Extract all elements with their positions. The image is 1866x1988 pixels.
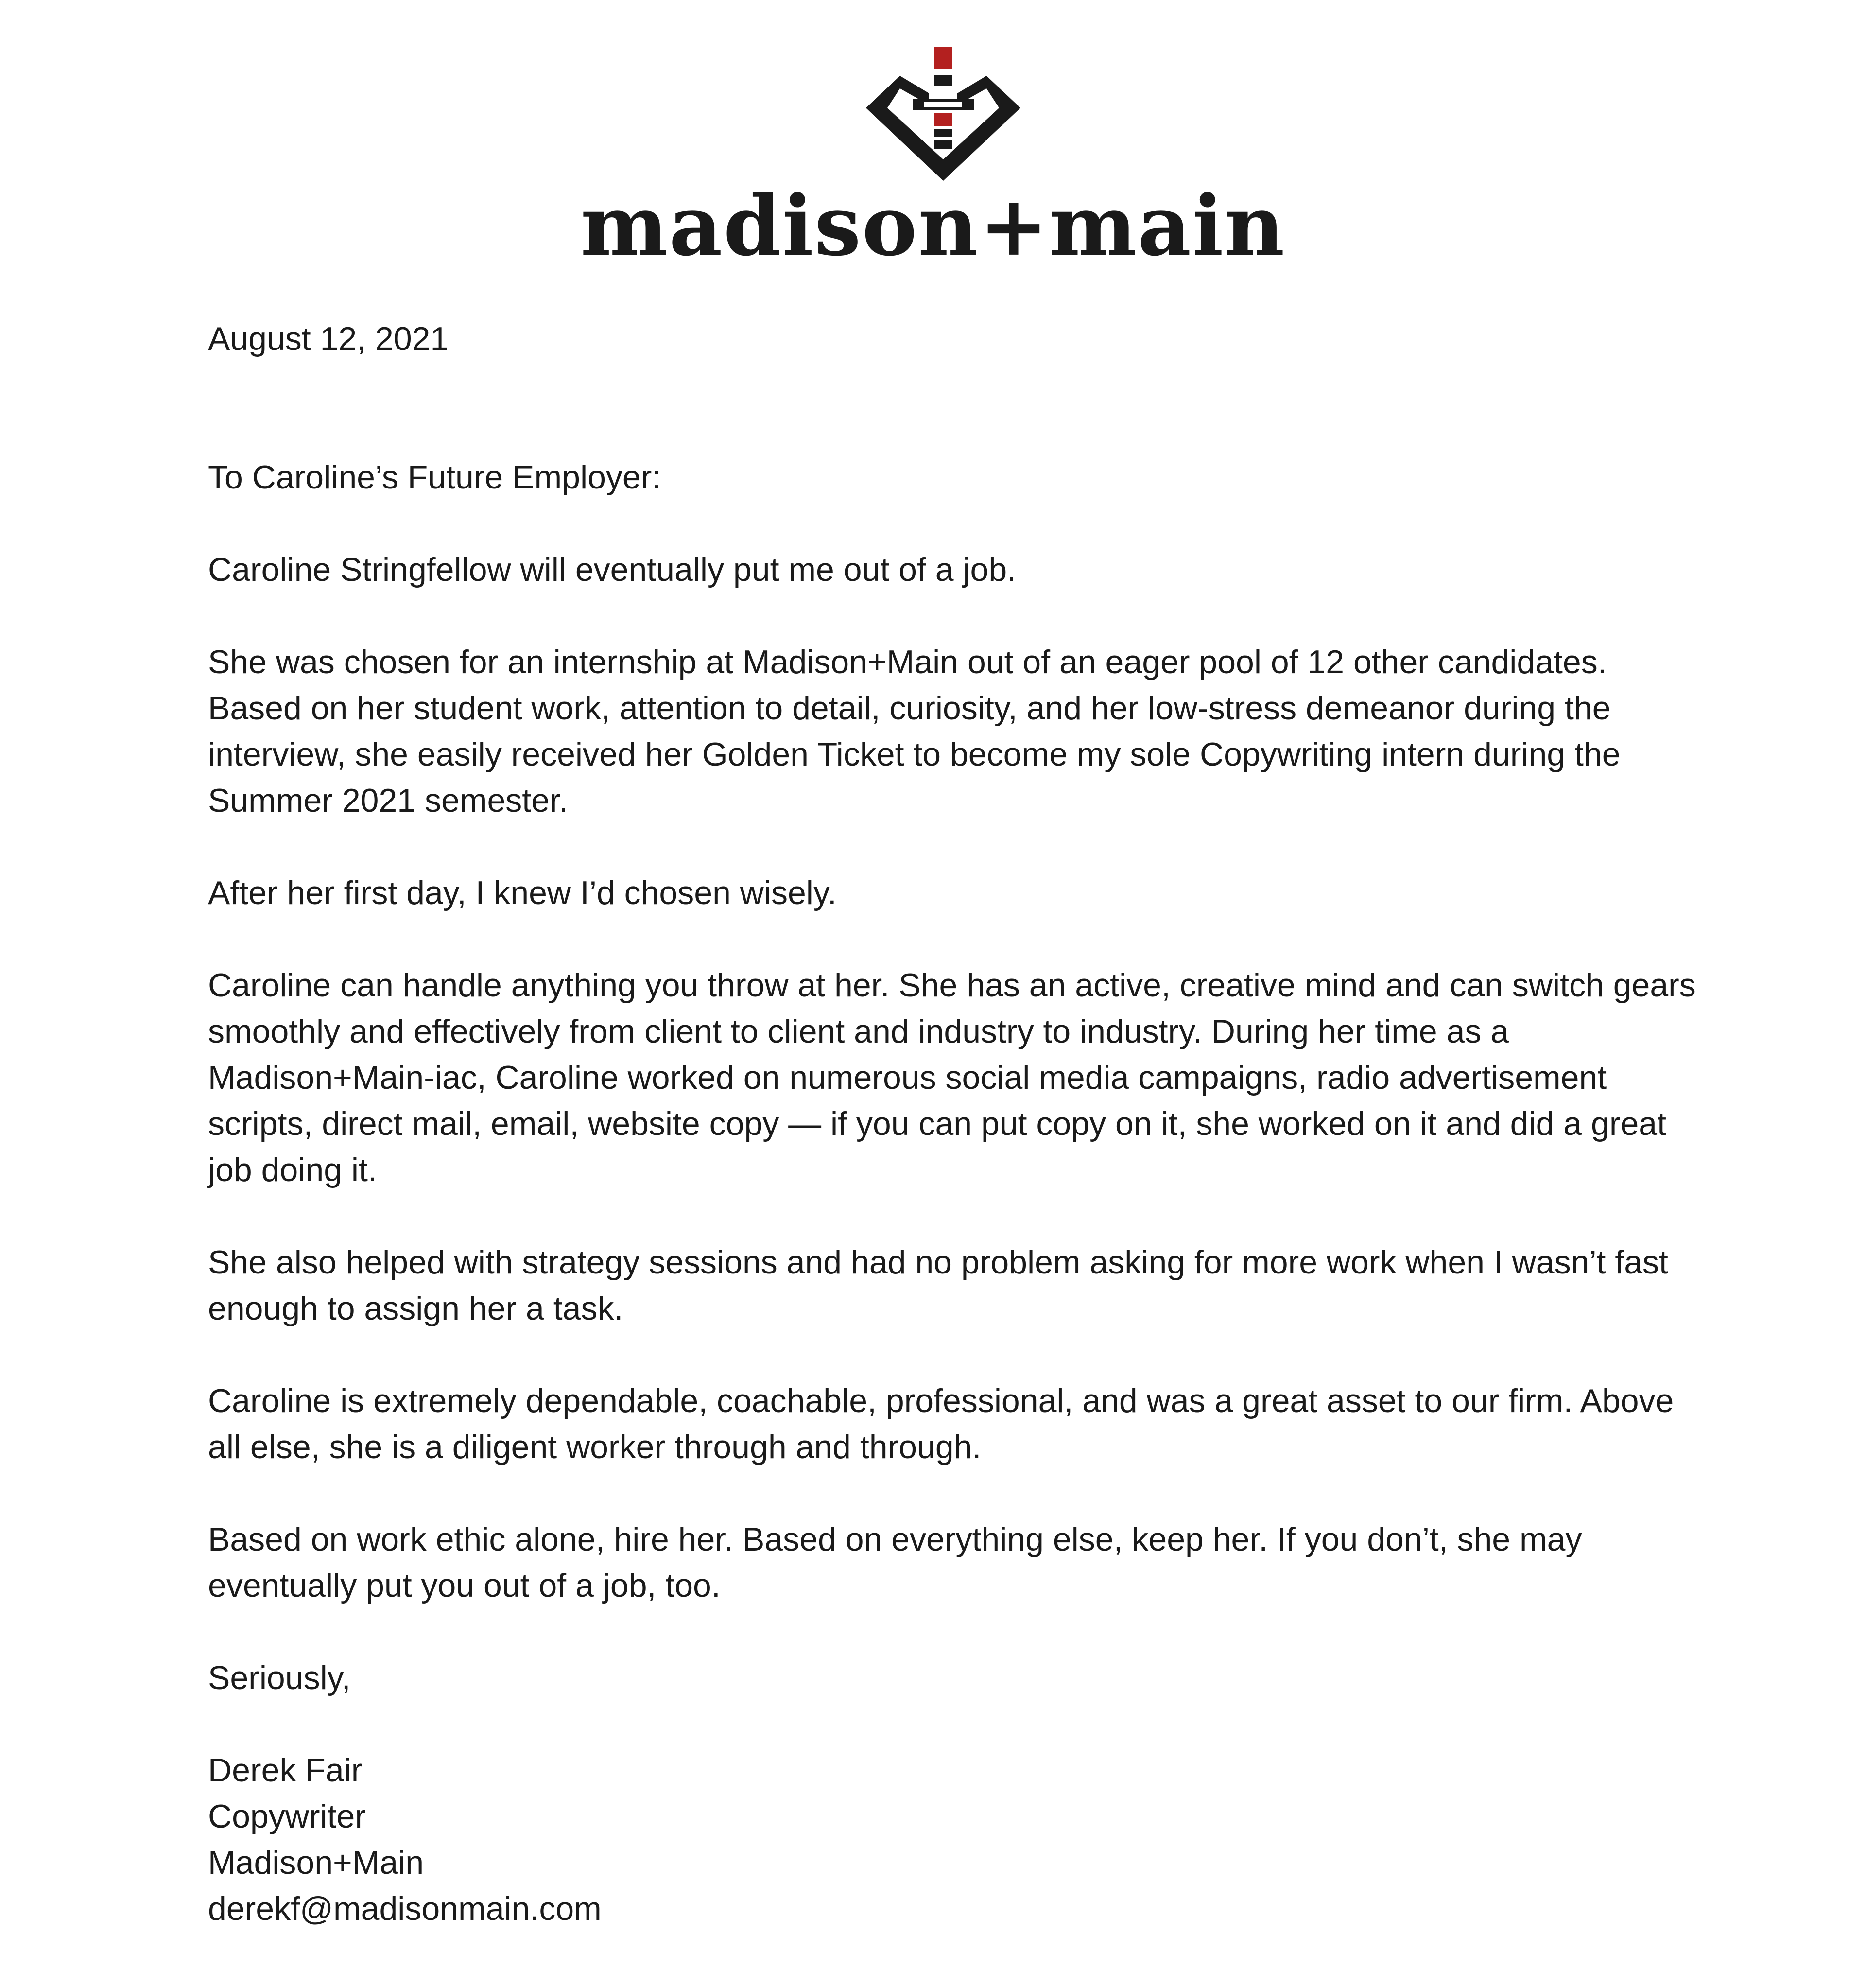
letter-salutation: To Caroline’s Future Employer:: [208, 459, 661, 496]
paragraph-3: After her first day, I knew I’d chosen wisely.: [208, 874, 837, 911]
letter-body: [208, 316, 1705, 1932]
paragraph-5: She also helped with strategy sessions and had no problem asking for more work when I wasn’t fast enough to assign her a task.: [208, 1244, 1668, 1327]
company-wordmark: madison+main: [580, 177, 1286, 275]
signature-title: Copywriter: [208, 1798, 366, 1835]
paragraph-1: Caroline Stringfellow will eventually put me out of a job.: [208, 551, 1017, 588]
logo-red-middle: [934, 113, 952, 126]
signature-email[interactable]: derekf@madisonmain.com: [208, 1890, 602, 1927]
signature-company: Madison+Main: [208, 1844, 424, 1881]
logo-red-top-bar: [934, 47, 952, 69]
paragraph-4: Caroline can handle anything you throw at her. She has an active, creative mind and can switch gears smoothly and effectively from client to client and industry to industry. During her time as a Madison+Main-iac, Caroline worked on numerous social media campaigns, radio advertisement scripts, direct mail, email, website copy — if you can put copy on it, she worked on it and did a great job doing it.: [208, 967, 1696, 1188]
logo-stem-gap: [934, 137, 952, 140]
paragraph-6: Caroline is extremely dependable, coachable, professional, and was a great asset to our firm. Above all else, she is a diligent worker through and through.: [208, 1382, 1674, 1465]
letter-closing: Seriously,: [208, 1659, 351, 1696]
signature-name: Derek Fair: [208, 1752, 363, 1789]
logo-stem-upper: [934, 75, 952, 86]
paragraph-7: Based on work ethic alone, hire her. Based on everything else, keep her. If you don’t, she may eventually put you out of a job, too.: [208, 1521, 1582, 1604]
logo-diamond-shape: [866, 76, 1020, 181]
logo-crossbar-inner: [924, 102, 962, 107]
letter-date: August 12, 2021: [208, 320, 449, 357]
paragraph-2: She was chosen for an internship at Madison+Main out of an eager pool of 12 other candidates. Based on her student work, attention to detail, curiosity, and her low-stress demeanor during the interview, she easily received her Golden Ticket to become my sole Copywriting intern during the Summer 2021 semester.: [208, 644, 1621, 819]
diamond-emblem-icon: [866, 47, 1020, 181]
